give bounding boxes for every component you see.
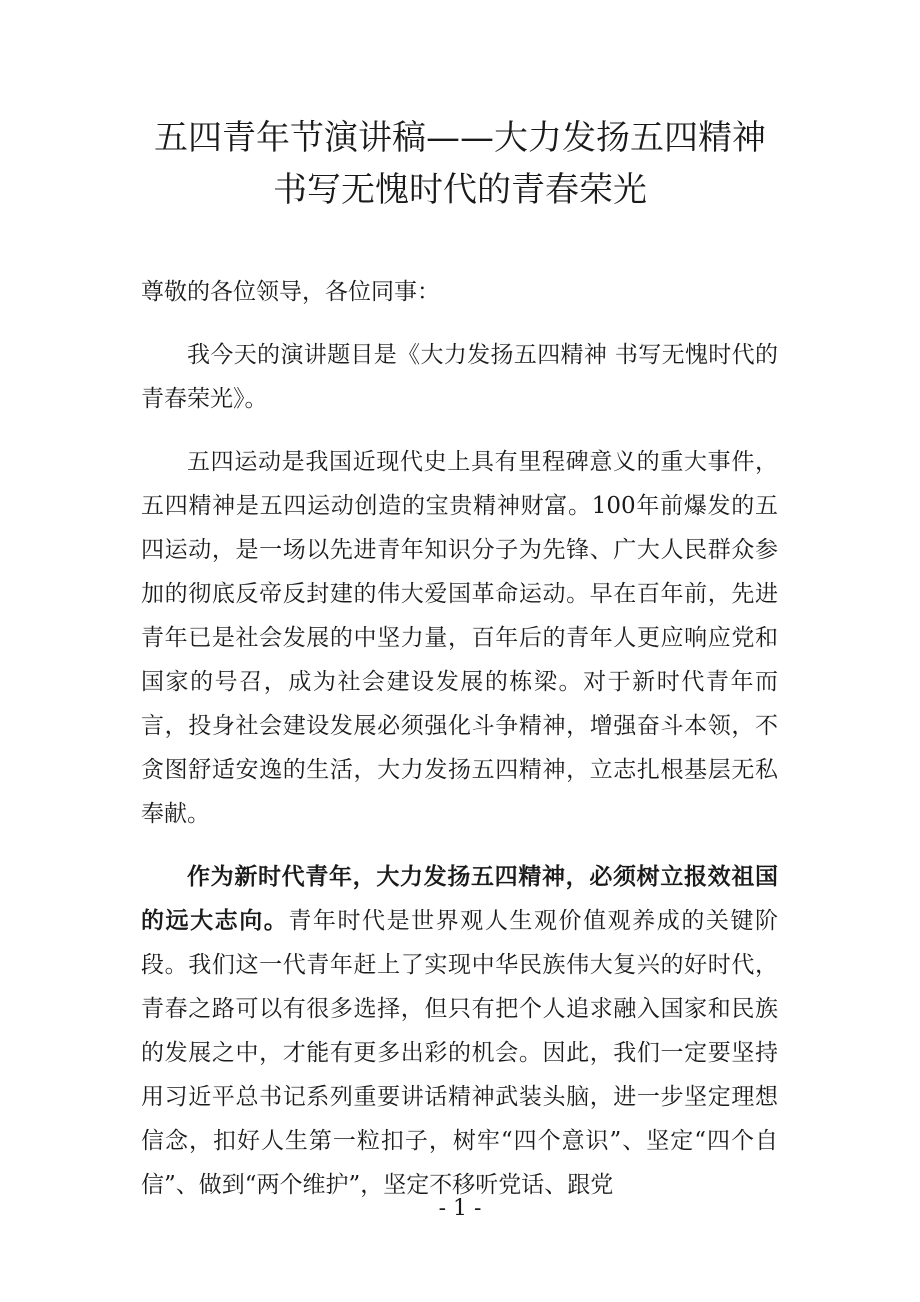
paragraph-ambition xyxy=(141,855,778,1207)
salutation: 尊敬的各位领导，各位同事： xyxy=(141,279,440,305)
title-line-2: 书写无愧时代的青春荣光 xyxy=(273,170,647,210)
paragraph-heading-bold: 作为新时代青年，大力发扬五四精神，必须树立报效祖国的远大志向。 xyxy=(141,863,778,934)
paragraph-topic: 我今天的演讲题目是《大力发扬五四精神 书写无愧时代的青春荣光》。 xyxy=(141,342,778,412)
document-title xyxy=(100,112,820,216)
paragraph-ambition-text: 青年时代是世界观人生观价值观养成的关键阶段。我们这一代青年赶上了实现中华民族伟大复兴的好时代，青春之路可以有很多选择，但只有把个人追求融入国家和民族的发展之中，才能有更多出彩的机会。因此，我们一定要坚持用习近平总书记系列重要讲话精神武装头脑，进一步坚定理想信念，扣好人生第一粒扣子，树牢“四个意识”、坚定“四个自信”、做到“两个维护”，坚定不移听党话、跟党 xyxy=(141,908,779,1198)
paragraph-may-fourth-movement: 五四运动是我国近现代史上具有里程碑意义的重大事件，五四精神是五四运动创造的宝贵精神财富。100年前爆发的五四运动，是一场以先进青年知识分子为先锋、广大人民群众参加的彻底反帝反封建的伟大爱国革命运动。早在百年前，先进青年已是社会发展的中坚力量，百年后的青年人更应响应党和国家的号召，成为社会建设发展的栋梁。对于新时代青年而言，投身社会建设发展必须强化斗争精神，增强奋斗本领，不贪图舒适安逸的生活，大力发扬五四精神，立志扎根基层无私奉献。 xyxy=(141,449,778,827)
title-line-1: 五四青年节演讲稿——大力发扬五四精神 xyxy=(154,118,766,158)
document-body xyxy=(141,270,778,1207)
page-number: - 1 - xyxy=(438,1196,482,1221)
